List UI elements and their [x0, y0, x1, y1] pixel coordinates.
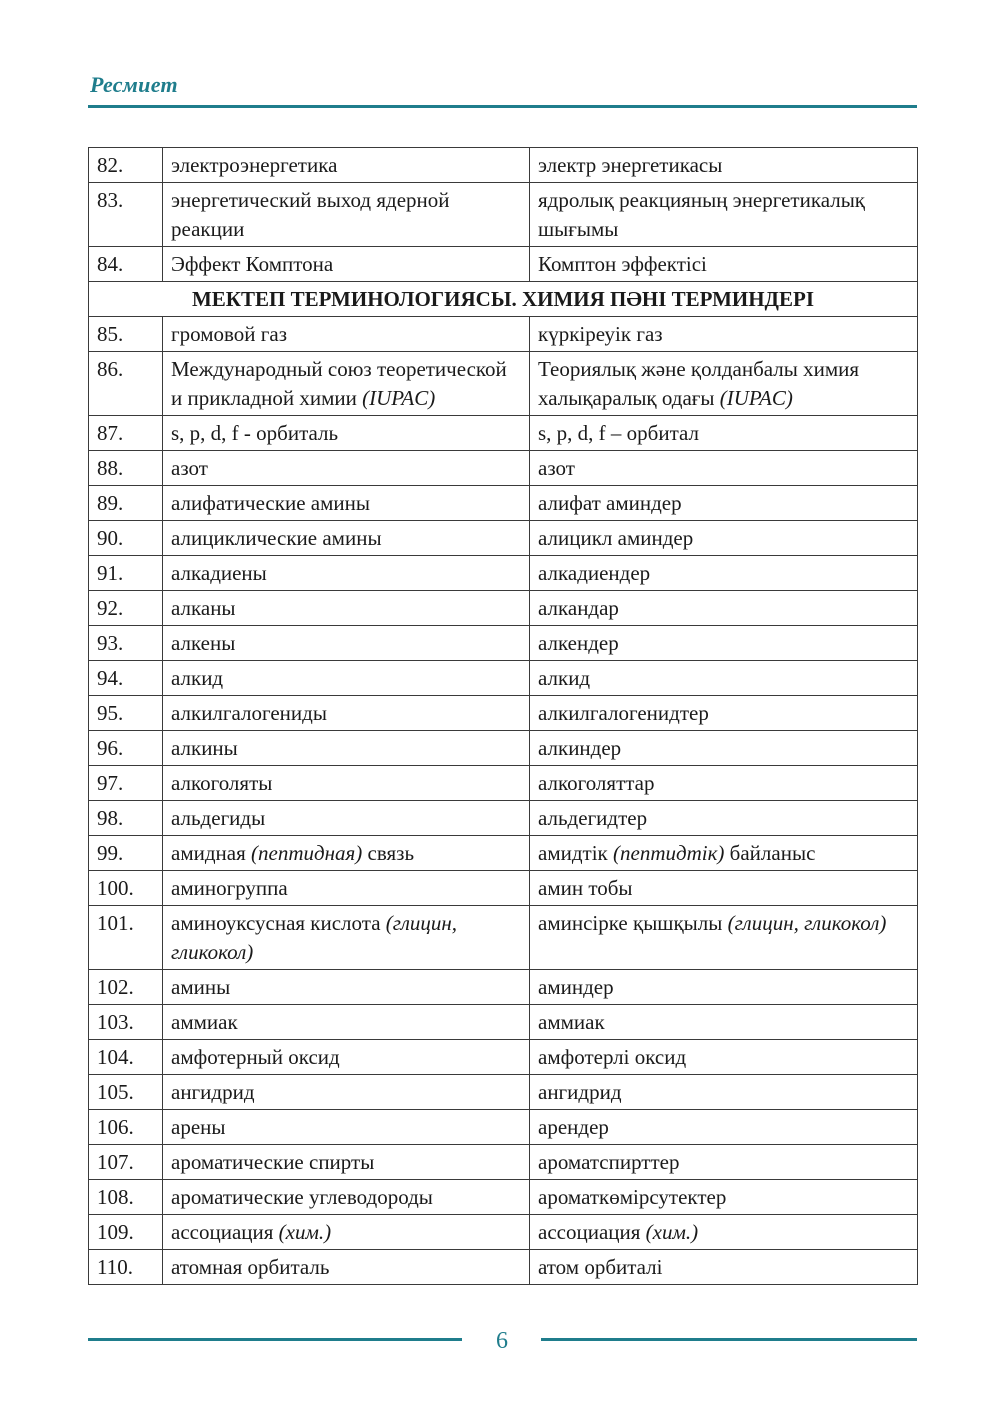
table-row: [89, 661, 918, 696]
term-kazakh: [530, 1180, 918, 1215]
term-number: 89.: [89, 486, 163, 521]
term-russian: [163, 871, 530, 906]
table-row: [89, 801, 918, 836]
term-number: 83.: [89, 183, 163, 247]
term-russian: [163, 521, 530, 556]
term-russian: [163, 416, 530, 451]
term-text: ассоциация: [171, 1220, 279, 1244]
term-text: алкид: [171, 666, 224, 690]
term-text: арендер: [538, 1115, 609, 1139]
term-text: алициклические амины: [171, 526, 382, 550]
term-text: алифат аминдер: [538, 491, 682, 515]
terms-group-b: [89, 317, 918, 1285]
term-number: 106.: [89, 1110, 163, 1145]
term-text: алкендер: [538, 631, 619, 655]
term-text: алканы: [171, 596, 236, 620]
term-number: 95.: [89, 696, 163, 731]
term-number: 86.: [89, 352, 163, 416]
table-row: [89, 183, 918, 247]
term-russian: [163, 1075, 530, 1110]
term-number: 107.: [89, 1145, 163, 1180]
term-kazakh: [530, 556, 918, 591]
term-number: 101.: [89, 906, 163, 970]
table-row: [89, 1110, 918, 1145]
term-kazakh: [530, 591, 918, 626]
term-text: ассоциация: [538, 1220, 646, 1244]
term-russian: [163, 1005, 530, 1040]
table-row: [89, 871, 918, 906]
term-russian: [163, 352, 530, 416]
term-kazakh: [530, 1075, 918, 1110]
term-text: Эффект Комптона: [171, 252, 334, 276]
term-text: алкоголяттар: [538, 771, 655, 795]
term-text: байланыс: [724, 841, 816, 865]
term-russian: [163, 696, 530, 731]
term-text: электроэнергетика: [171, 153, 338, 177]
term-kazakh: [530, 1110, 918, 1145]
term-russian: [163, 317, 530, 352]
term-text: аммиак: [171, 1010, 238, 1034]
term-kazakh: [530, 521, 918, 556]
term-number: 98.: [89, 801, 163, 836]
term-kazakh: [530, 486, 918, 521]
term-text: Международный союз теоретической и прикладной химии: [171, 357, 507, 410]
section-group: [89, 282, 918, 317]
term-note-italic: (пептидтік): [613, 841, 725, 865]
term-text: аминоуксусная кислота: [171, 911, 386, 935]
term-kazakh: [530, 661, 918, 696]
term-text: алкилгалогенидтер: [538, 701, 709, 725]
term-text: алкид: [538, 666, 591, 690]
table-row: [89, 731, 918, 766]
term-kazakh: [530, 416, 918, 451]
term-text: аммиак: [538, 1010, 605, 1034]
term-text: s, p, d, f - орбиталь: [171, 421, 339, 445]
term-number: 99.: [89, 836, 163, 871]
term-kazakh: [530, 696, 918, 731]
term-russian: [163, 970, 530, 1005]
term-note-italic: (IUPAC): [362, 386, 436, 410]
term-text: амины: [171, 975, 231, 999]
term-number: 109.: [89, 1215, 163, 1250]
table-row: [89, 766, 918, 801]
table-row: [89, 970, 918, 1005]
term-number: 96.: [89, 731, 163, 766]
term-text: алифатические амины: [171, 491, 370, 515]
term-text: ароматспирттер: [538, 1150, 680, 1174]
term-number: 90.: [89, 521, 163, 556]
term-number: 94.: [89, 661, 163, 696]
table-row: [89, 626, 918, 661]
term-text: альдегиды: [171, 806, 266, 830]
term-russian: [163, 451, 530, 486]
term-kazakh: [530, 451, 918, 486]
term-russian: [163, 1180, 530, 1215]
term-russian: [163, 486, 530, 521]
term-note-italic: (глицин, гликокол): [171, 911, 458, 964]
table-row: [89, 836, 918, 871]
term-number: 110.: [89, 1250, 163, 1285]
term-kazakh: [530, 626, 918, 661]
footer-rule-left: [88, 1338, 462, 1341]
term-text: амин тобы: [538, 876, 633, 900]
term-text: ароматкөмірсутектер: [538, 1185, 727, 1209]
term-text: аминсірке қышқылы: [538, 911, 728, 935]
term-russian: [163, 836, 530, 871]
term-number: 104.: [89, 1040, 163, 1075]
term-kazakh: [530, 1250, 918, 1285]
term-text: связь: [362, 841, 415, 865]
term-text: атомная орбиталь: [171, 1255, 330, 1279]
header-title: Ресмиет: [90, 72, 178, 97]
term-kazakh: [530, 731, 918, 766]
term-text: алкены: [171, 631, 236, 655]
term-number: 97.: [89, 766, 163, 801]
term-text: алкоголяты: [171, 771, 273, 795]
term-kazakh: [530, 906, 918, 970]
term-kazakh: [530, 766, 918, 801]
table-row: [89, 317, 918, 352]
term-kazakh: [530, 970, 918, 1005]
term-text: ангидрид: [538, 1080, 622, 1104]
term-text: азот: [171, 456, 208, 480]
term-russian: [163, 1145, 530, 1180]
term-text: алкандар: [538, 596, 619, 620]
term-note-italic: (IUPAC): [719, 386, 793, 410]
header-rule: [88, 105, 917, 108]
term-text: ароматические спирты: [171, 1150, 375, 1174]
term-text: аминогруппа: [171, 876, 288, 900]
term-kazakh: [530, 871, 918, 906]
term-text: күркіреуік газ: [538, 322, 663, 346]
section-title: МЕКТЕП ТЕРМИНОЛОГИЯСЫ. ХИМИЯ ПӘНІ ТЕРМИНДЕРІ: [89, 282, 918, 317]
terms-table: [88, 147, 918, 1285]
term-text: Теориялық және қолданбалы химия халықаралық одағы: [538, 357, 860, 410]
term-russian: [163, 731, 530, 766]
term-text: альдегидтер: [538, 806, 648, 830]
table-row: [89, 696, 918, 731]
term-text: азот: [538, 456, 575, 480]
term-number: 92.: [89, 591, 163, 626]
term-kazakh: [530, 1145, 918, 1180]
term-text: атом орбиталі: [538, 1255, 663, 1279]
term-russian: [163, 247, 530, 282]
term-text: ангидрид: [171, 1080, 255, 1104]
table-row: [89, 1250, 918, 1285]
term-russian: [163, 906, 530, 970]
table-row: [89, 1180, 918, 1215]
term-number: 102.: [89, 970, 163, 1005]
term-number: 87.: [89, 416, 163, 451]
table-row: [89, 521, 918, 556]
term-russian: [163, 766, 530, 801]
term-kazakh: [530, 317, 918, 352]
term-text: s, p, d, f – орбитал: [538, 421, 700, 445]
term-russian: [163, 661, 530, 696]
term-kazakh: [530, 801, 918, 836]
footer-rule-right: [541, 1338, 917, 1341]
table-row: [89, 1075, 918, 1110]
term-kazakh: [530, 183, 918, 247]
page-number: 6: [496, 1328, 508, 1354]
term-number: 105.: [89, 1075, 163, 1110]
table-row: [89, 1040, 918, 1075]
table-row: [89, 556, 918, 591]
term-kazakh: [530, 247, 918, 282]
term-number: 103.: [89, 1005, 163, 1040]
term-russian: [163, 556, 530, 591]
term-kazakh: [530, 1005, 918, 1040]
term-kazakh: [530, 836, 918, 871]
term-text: алкадиендер: [538, 561, 651, 585]
term-russian: [163, 591, 530, 626]
term-russian: [163, 1040, 530, 1075]
term-text: алкины: [171, 736, 238, 760]
table-row: [89, 1145, 918, 1180]
table-row: [89, 486, 918, 521]
term-note-italic: (хим.): [645, 1220, 699, 1244]
table-row: [89, 1005, 918, 1040]
term-text: алкилгалогениды: [171, 701, 327, 725]
term-text: амфотерный оксид: [171, 1045, 340, 1069]
table-row: [89, 451, 918, 486]
term-russian: [163, 1215, 530, 1250]
term-kazakh: [530, 1040, 918, 1075]
term-number: 82.: [89, 148, 163, 183]
section-row: [89, 282, 918, 317]
term-text: ядролық реакцияның энергетикалық шығымы: [538, 188, 866, 241]
term-kazakh: [530, 148, 918, 183]
term-text: амидтік: [538, 841, 613, 865]
term-number: 100.: [89, 871, 163, 906]
term-note-italic: (глицин, гликокол): [727, 911, 887, 935]
term-kazakh: [530, 352, 918, 416]
terms-group-a: [89, 148, 918, 282]
table-row: [89, 148, 918, 183]
term-russian: [163, 183, 530, 247]
term-kazakh: [530, 1215, 918, 1250]
term-note-italic: (пептидная): [251, 841, 363, 865]
table-row: [89, 416, 918, 451]
term-text: амфотерлі оксид: [538, 1045, 687, 1069]
term-note-italic: (хим.): [278, 1220, 332, 1244]
term-text: алицикл аминдер: [538, 526, 694, 550]
term-number: 91.: [89, 556, 163, 591]
term-russian: [163, 801, 530, 836]
term-number: 108.: [89, 1180, 163, 1215]
term-text: электр энергетикасы: [538, 153, 723, 177]
term-text: амидная: [171, 841, 252, 865]
term-text: арены: [171, 1115, 226, 1139]
table-row: [89, 906, 918, 970]
term-number: 85.: [89, 317, 163, 352]
term-text: ароматические углеводороды: [171, 1185, 433, 1209]
term-number: 88.: [89, 451, 163, 486]
table-row: [89, 352, 918, 416]
term-text: алкиндер: [538, 736, 622, 760]
term-russian: [163, 148, 530, 183]
term-text: алкадиены: [171, 561, 267, 585]
table-row: [89, 247, 918, 282]
table-row: [89, 1215, 918, 1250]
term-russian: [163, 1250, 530, 1285]
term-russian: [163, 1110, 530, 1145]
term-number: 84.: [89, 247, 163, 282]
term-text: энергетический выход ядерной реакции: [171, 188, 450, 241]
term-text: аминдер: [538, 975, 614, 999]
term-russian: [163, 626, 530, 661]
table-row: [89, 591, 918, 626]
term-text: громовой газ: [171, 322, 287, 346]
term-text: Комптон эффектісі: [538, 252, 707, 276]
term-number: 93.: [89, 626, 163, 661]
